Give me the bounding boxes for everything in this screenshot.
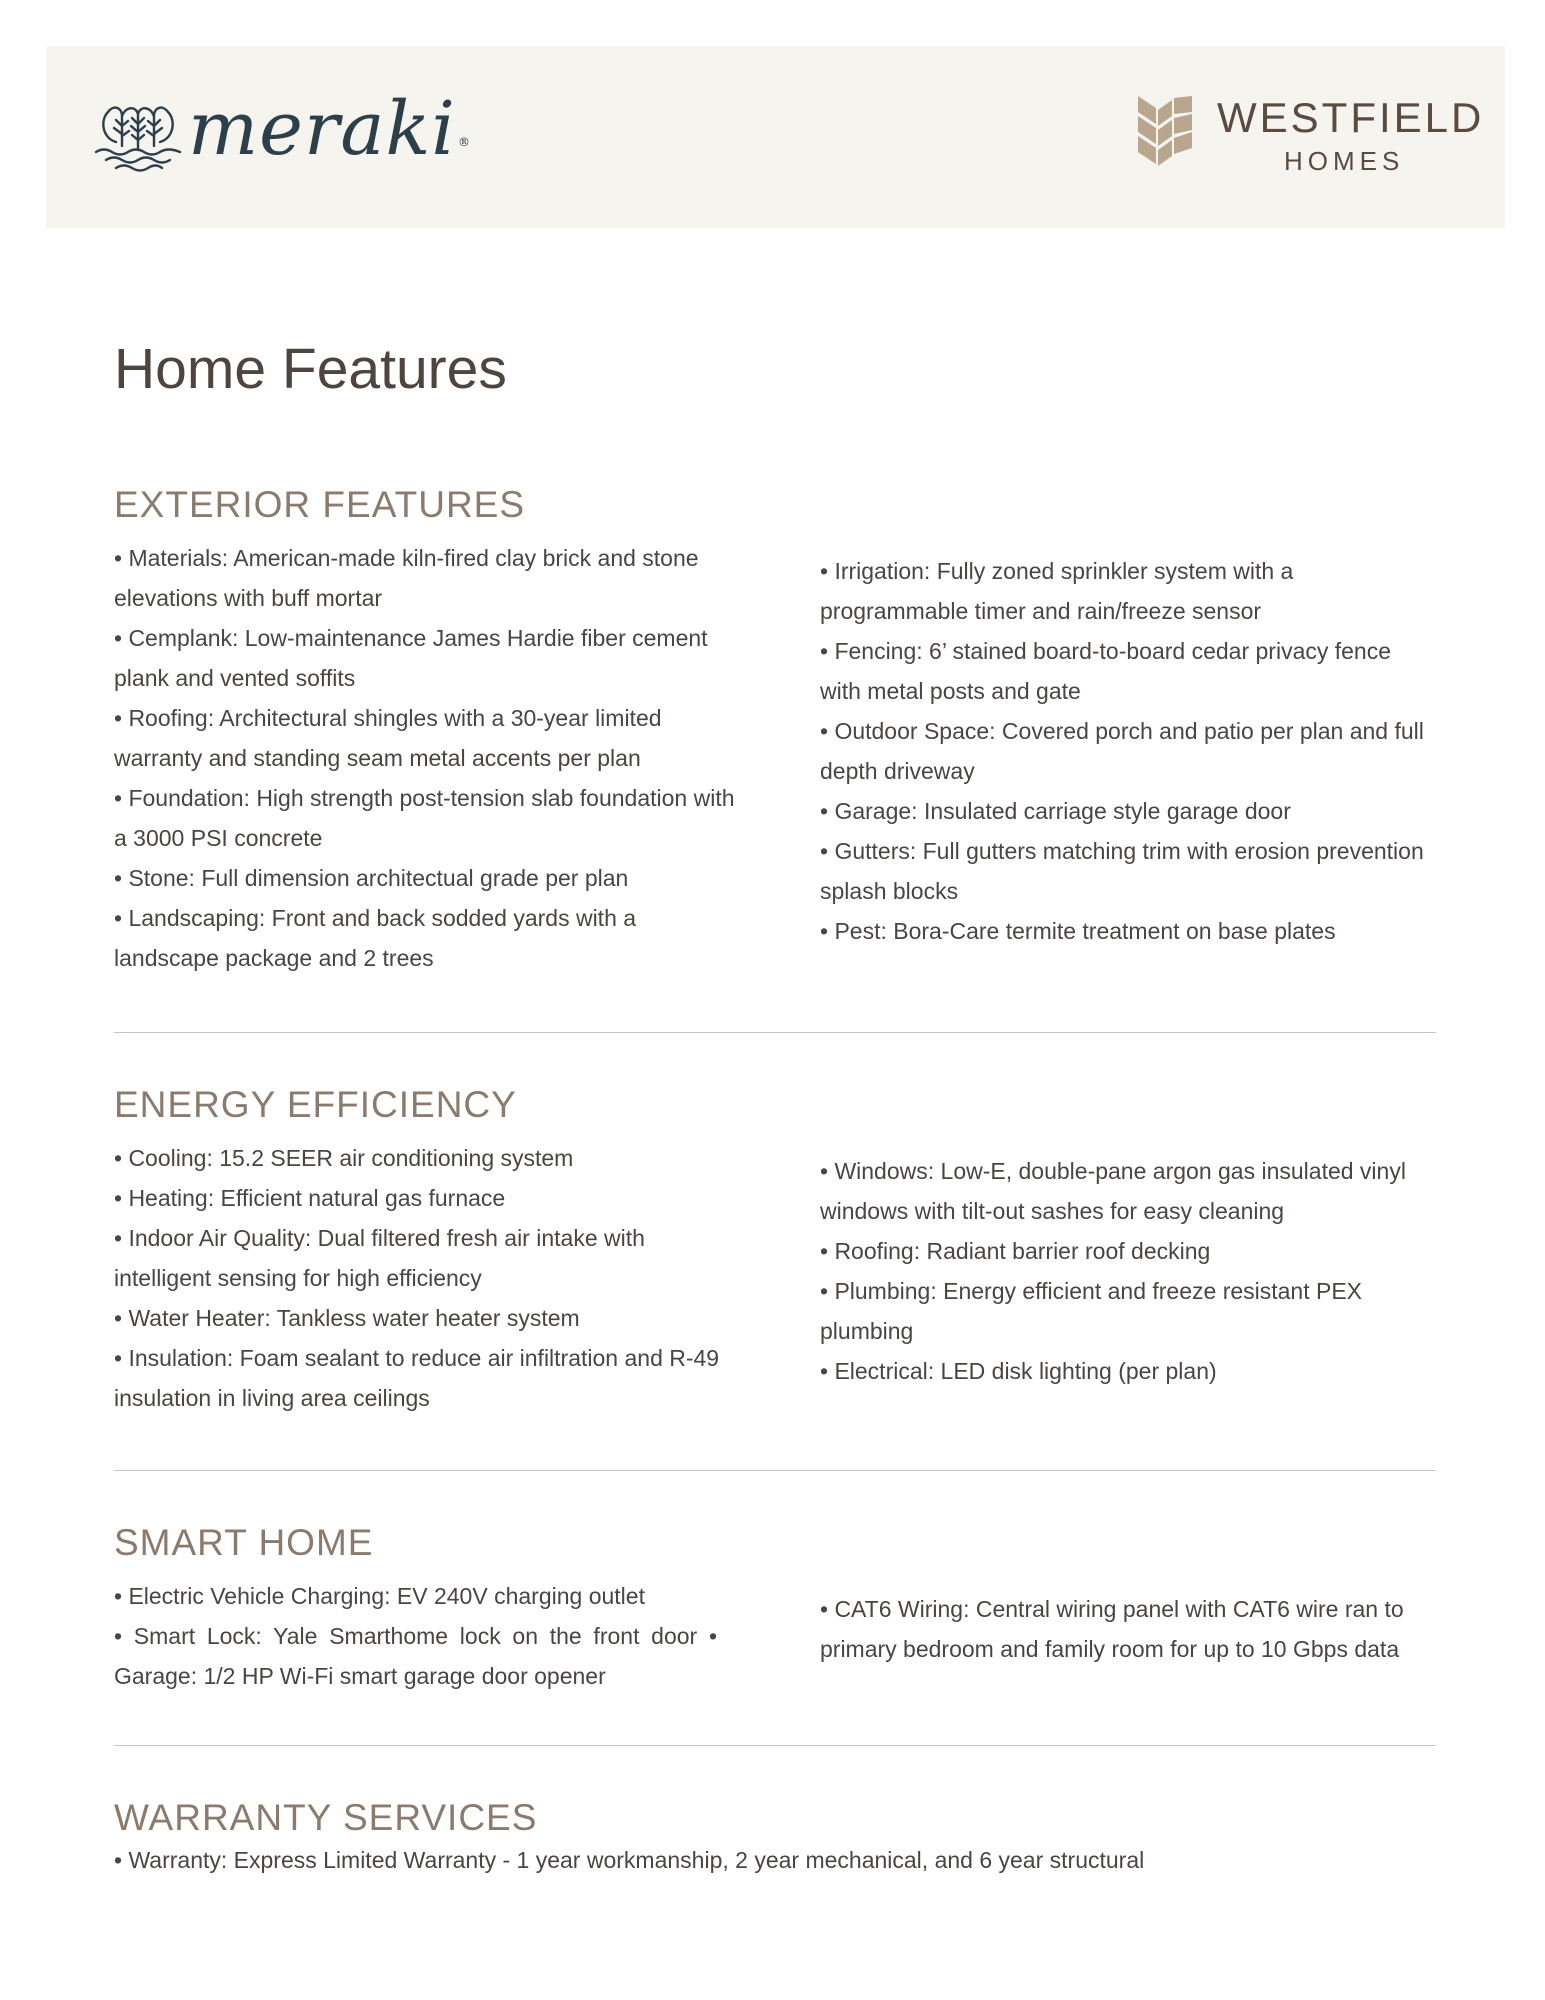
list-item: • CAT6 Wiring: Central wiring panel with CAT6 wire ran to primary bedroom and family room for up to 10 Gbps data [820, 1596, 1404, 1662]
exterior-features-heading: EXTERIOR FEATURES [114, 484, 526, 525]
list-item: • Garage: Insulated carriage style garage door [820, 798, 1291, 824]
section-divider [114, 1032, 1436, 1033]
westfield-brand-name: WESTFIELD [1217, 94, 1485, 141]
list-item: • Plumbing: Energy efficient and freeze resistant PEX plumbing [820, 1278, 1363, 1344]
energy-efficiency-heading: ENERGY EFFICIENCY [114, 1084, 517, 1125]
list-item: • Gutters: Full gutters matching trim with erosion prevention splash blocks [820, 838, 1424, 904]
list-item: • Indoor Air Quality: Dual filtered fresh air intake with intelligent sensing for high efficiency [114, 1225, 645, 1291]
list-item: • Insulation: Foam sealant to reduce air infiltration and R-49 insulation in living area ceilings [114, 1345, 720, 1411]
list-item: • Irrigation: Fully zoned sprinkler system with a programmable timer and rain/freeze sensor [820, 558, 1294, 624]
energy-right-list [820, 1151, 1435, 1391]
list-item: • Fencing: 6’ stained board-to-board cedar privacy fence with metal posts and gate [820, 638, 1392, 704]
list-item: • Pest: Bora-Care termite treatment on base plates [820, 918, 1336, 944]
chevron-stack-icon [1138, 96, 1192, 166]
trees-waves-icon [92, 94, 184, 178]
list-item: • Smart Lock: Yale Smarthome lock on the front door • Garage: 1/2 HP Wi-Fi smart garage door opener [114, 1623, 717, 1689]
list-item: • Roofing: Radiant barrier roof decking [820, 1238, 1211, 1264]
list-item: • Roofing: Architectural shingles with a 30-year limited warranty and standing seam metal accents per plan [114, 705, 662, 771]
smart-left-list [114, 1576, 717, 1696]
exterior-right-list [820, 551, 1435, 951]
list-item: • Stone: Full dimension architectual grade per plan [114, 865, 629, 891]
warranty-line: • Warranty: Express Limited Warranty - 1 year workmanship, 2 year mechanical, and 6 year structural [114, 1847, 1145, 1873]
list-item: • Materials: American-made kiln-fired clay brick and stone elevations with buff mortar [114, 545, 699, 611]
list-item: • Electrical: LED disk lighting (per plan) [820, 1358, 1217, 1384]
section-divider [114, 1470, 1436, 1471]
list-item: • Water Heater: Tankless water heater system [114, 1305, 580, 1331]
list-item: • Heating: Efficient natural gas furnace [114, 1185, 506, 1211]
smart-right-list [820, 1589, 1435, 1669]
list-item: • Windows: Low-E, double-pane argon gas insulated vinyl windows with tilt-out sashes for easy cleaning [820, 1158, 1406, 1224]
list-item: • Electric Vehicle Charging: EV 240V charging outlet [114, 1583, 645, 1609]
energy-left-list [114, 1138, 739, 1418]
list-item: • Outdoor Space: Covered porch and patio per plan and full depth driveway [820, 718, 1424, 784]
warranty-services-heading: WARRANTY SERVICES [114, 1797, 538, 1838]
smart-home-heading: SMART HOME [114, 1522, 374, 1563]
list-item: • Landscaping: Front and back sodded yards with a landscape package and 2 trees [114, 905, 637, 971]
westfield-brand-sub: HOMES [1284, 146, 1405, 176]
meraki-wordmark: meraki ® [188, 86, 471, 172]
page-title: Home Features [114, 337, 507, 401]
brand-header [46, 46, 1505, 228]
meraki-brand-text: meraki [188, 86, 456, 172]
list-item: • Cemplank: Low-maintenance James Hardie fiber cement plank and vented soffits [114, 625, 708, 691]
list-item: • Foundation: High strength post-tension slab foundation with a 3000 PSI concrete [114, 785, 735, 851]
exterior-left-list [114, 538, 739, 978]
section-divider [114, 1745, 1436, 1746]
list-item: • Cooling: 15.2 SEER air conditioning system [114, 1145, 574, 1171]
